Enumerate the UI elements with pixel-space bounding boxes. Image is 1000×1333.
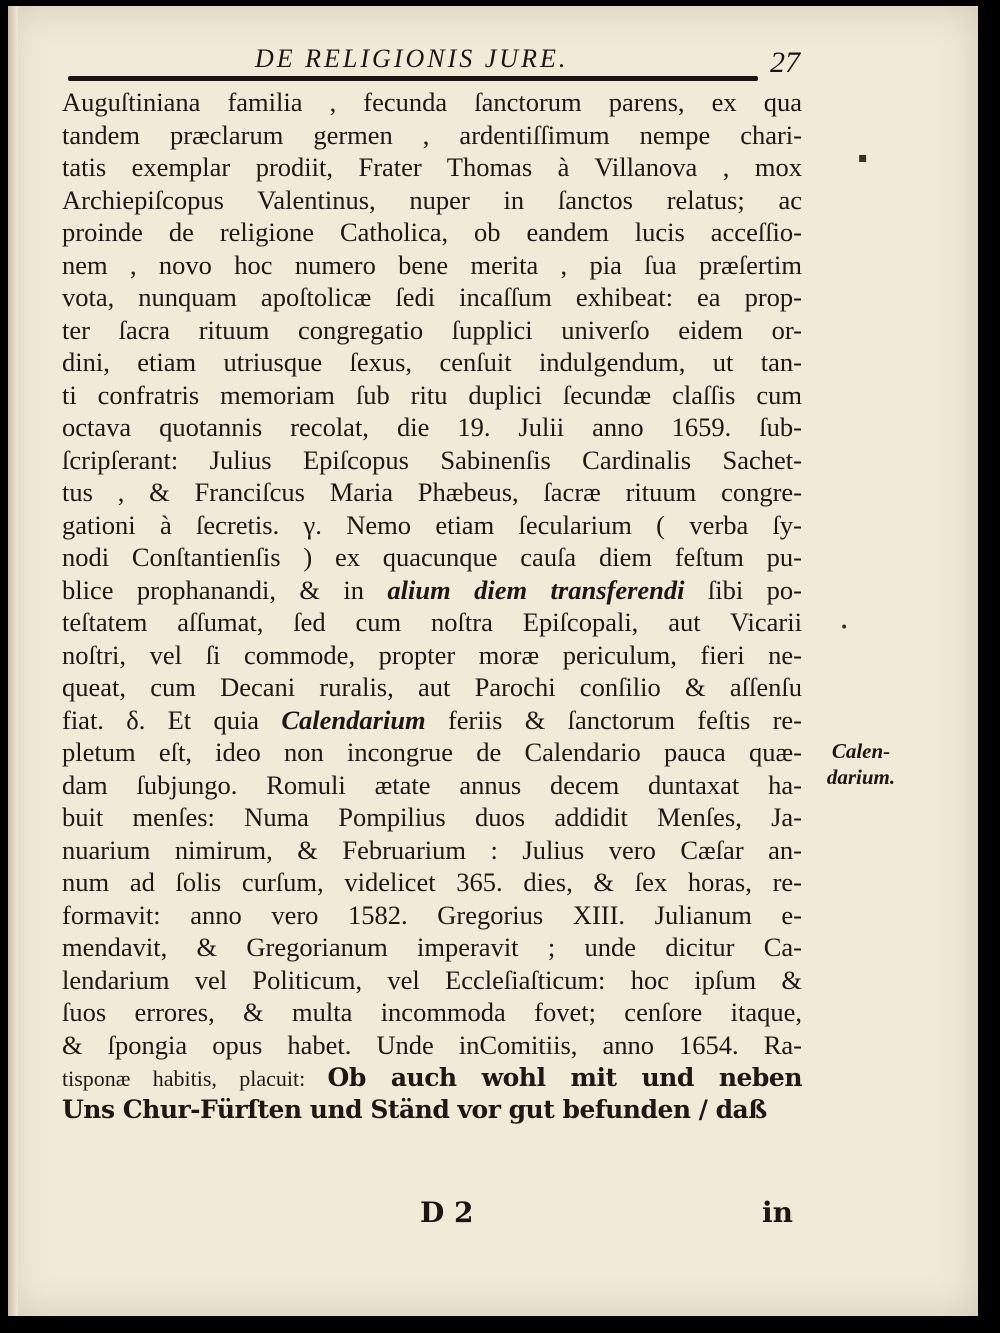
text-line: nuarium nimirum, & Februarium : Julius vero Cæſar an- <box>62 834 802 865</box>
text-segment: blice prophanandi, & in <box>62 574 388 605</box>
signature-mark: D 2 <box>420 1196 474 1229</box>
text-line: tatis exemplar prodiit, Frater Thomas à Villanova , mox <box>62 152 802 182</box>
text-segment: ſibi po- <box>684 574 802 605</box>
text-line-with-italic <box>62 574 802 607</box>
main-text-block <box>62 86 802 1126</box>
text-line: ſuos errores, & multa incommoda fovet; cenſore itaque, <box>62 997 802 1027</box>
blackletter-line: Uns Chur-Fürſten und Ständ vor gut befunden / daß <box>62 1094 767 1124</box>
text-line: ti confratris memoriam ſub ritu duplici ſecundæ claſſis cum <box>62 379 802 410</box>
running-title: DE RELIGIONIS JURE. <box>255 44 569 73</box>
page-gutter-edge <box>8 6 18 1316</box>
margin-note-line: Calen- <box>831 739 891 763</box>
text-line: buit menſes: Numa Pompilius duos addidit Menſes, Ja- <box>62 802 802 832</box>
text-line: octava quotannis recolat, die 19. Julii anno 1659. ſub- <box>62 412 802 442</box>
text-line: dini, etiam utriusque ſexus, cenſuit indulgendum, ut tan- <box>62 347 802 377</box>
text-line: nem , novo hoc numero bene merita , pia ſua præſertim <box>62 249 802 280</box>
text-line: queat, cum Decani ruralis, aut Parochi conſilio & aſſenſu <box>62 672 802 702</box>
text-line: formavit: anno vero 1582. Gregorius XIII. Julianum e- <box>62 899 802 930</box>
catchword: in <box>762 1196 793 1229</box>
text-line: ſcripſerant: Julius Epiſcopus Sabinenſis Cardinalis Sachet- <box>62 444 802 475</box>
text-line: Auguſtiniana familia , fecunda ſanctorum parens, ex qua <box>62 87 802 117</box>
text-segment: fiat. δ. Et quia <box>62 704 282 735</box>
text-line: & ſpongia opus habet. Unde inComitiis, anno 1654. Ra- <box>62 1029 802 1060</box>
ink-speck: ▪ <box>858 150 868 166</box>
header-rule <box>68 76 758 81</box>
text-line: vota, nunquam apoſtolicæ ſedi incaſſum exhibeat: ea prop- <box>62 282 802 312</box>
page-number: 27 <box>770 46 800 79</box>
margin-note <box>806 738 916 790</box>
text-line: tus , & Franciſcus Maria Phæbeus, ſacræ rituum congre- <box>62 477 802 507</box>
text-line: pletum eſt, ideo non incongrue de Calendario pauca quæ- <box>62 737 802 767</box>
text-line: Archiepiſcopus Valentinus, nuper in ſanctos relatus; ac <box>62 184 802 215</box>
italic-phrase: alium diem transferendi <box>387 574 685 605</box>
text-line: teſtatem aſſumat, ſed cum noſtra Epiſcopali, aut Vicarii <box>62 607 802 637</box>
text-line-with-italic <box>62 704 802 737</box>
text-line: mendavit, & Gregorianum imperavit ; unde dicitur Ca- <box>62 932 802 962</box>
text-line: nodi Conſtantienſis ) ex quacunque cauſa diem feſtum pu- <box>62 542 802 572</box>
text-line: dam ſubjungo. Romuli ætate annus decem duntaxat ha- <box>62 769 802 800</box>
text-segment: feriis & ſanctorum feſtis re- <box>425 704 802 735</box>
ink-speck: • <box>840 620 849 636</box>
italic-phrase: Calendarium <box>281 704 426 735</box>
blackletter-phrase: Ob auch wohl mit und neben <box>327 1063 802 1092</box>
text-line-mixed-script <box>62 1061 802 1094</box>
text-line: num ad ſolis curſum, videlicet 365. dies, & ſex horas, re- <box>62 867 802 897</box>
text-line: tandem præclarum germen , ardentiſſimum nempe chari- <box>62 119 802 150</box>
text-line: ter ſacra rituum congregatio ſupplici univerſo eidem or- <box>62 314 802 345</box>
text-segment: tisponæ habitis, placuit: <box>62 1066 328 1091</box>
margin-note-line: darium. <box>826 765 896 789</box>
text-line: noſtri, vel ſi commode, propter moræ periculum, fieri ne- <box>62 639 802 670</box>
text-line: proinde de religione Catholica, ob eandem lucis acceſſio- <box>62 217 802 247</box>
text-line: gationi à ſecretis. γ. Nemo etiam ſecularium ( verba ſy- <box>62 509 802 540</box>
text-line: lendarium vel Politicum, vel Eccleſiaſticum: hoc ipſum & <box>62 964 802 995</box>
